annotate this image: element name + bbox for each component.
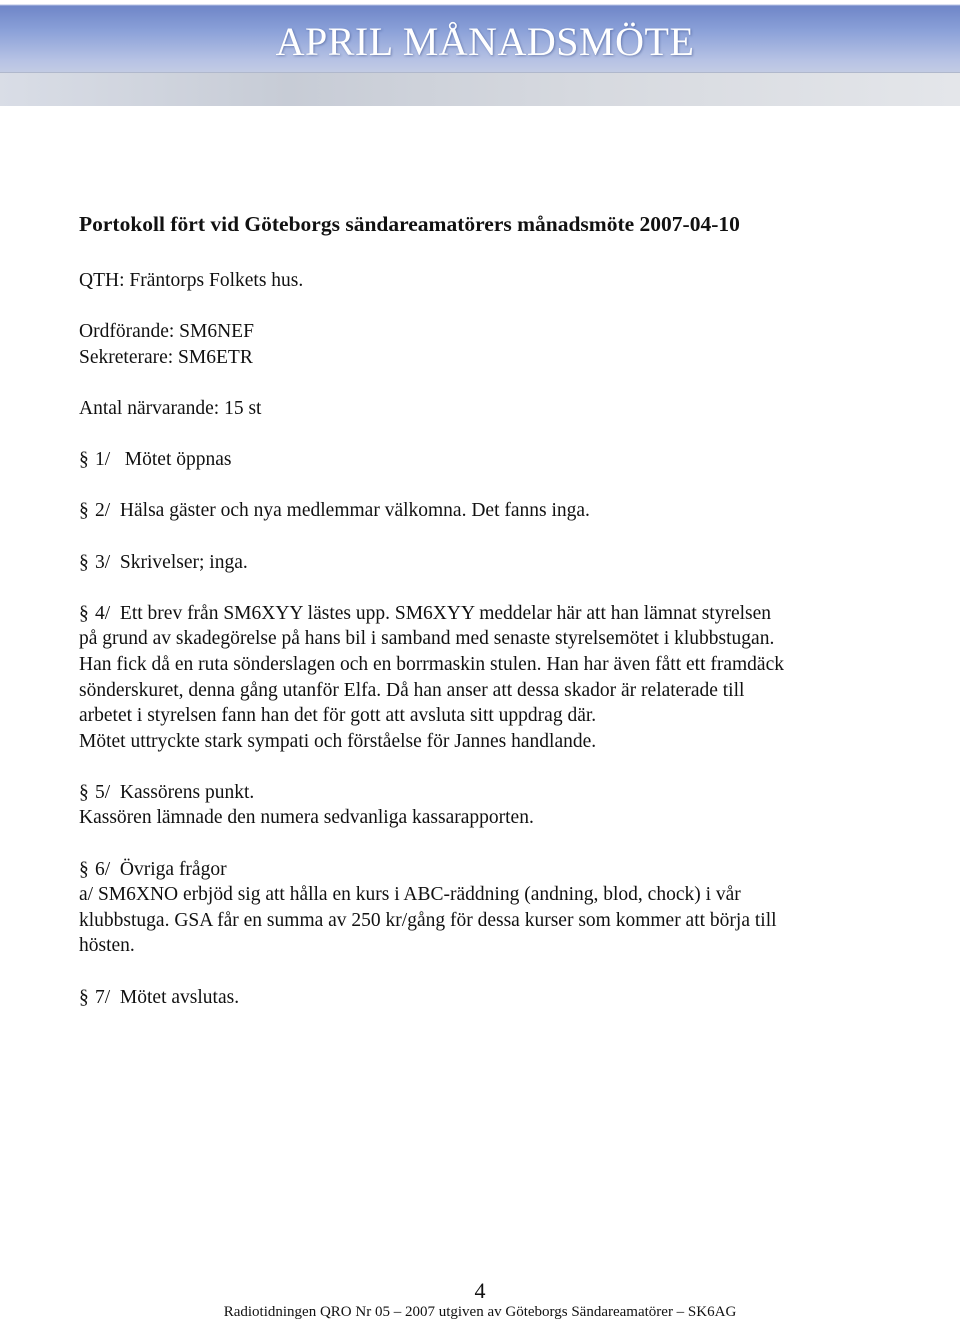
agenda-item — [79, 601, 879, 755]
agenda-item-body-line: på grund av skadegörelse på hans bil i samband med senaste styrelsemötet i klubbstugan. — [79, 628, 775, 650]
section-symbol: § — [79, 602, 89, 624]
agenda-item — [79, 447, 879, 473]
agenda-item-title-text: 4/ Ett brev från SM6XYY lästes upp. SM6XYY meddelar här att han lämnat styrelsen — [95, 602, 772, 624]
qth-line: QTH: Fräntorps Folkets hus. — [79, 270, 304, 291]
agenda-item-body-line: Han fick då en ruta sönderslagen och en borrmaskin stulen. Han har även fått ett framdäck — [79, 653, 784, 675]
attendance-line: Antal närvarande: 15 st — [79, 397, 262, 419]
agenda-item-body-line: Kassören lämnade den numera sedvanliga kassarapporten. — [79, 807, 534, 829]
agenda-item-title — [79, 498, 879, 524]
agenda-item-title-text: 7/ Mötet avslutas. — [95, 986, 240, 1008]
agenda-item-title-text: 3/ Skrivelser; inga. — [95, 551, 248, 573]
banner-stripe — [0, 72, 960, 106]
page-title: APRIL MÅNADSMÖTE — [275, 19, 695, 64]
agenda-item-title — [79, 780, 879, 806]
section-symbol: § — [79, 449, 89, 471]
chairman-line: Ordförande: SM6NEF — [79, 321, 254, 343]
agenda-item — [79, 498, 879, 524]
agenda-item-body-line: a/ SM6XNO erbjöd sig att hålla en kurs i ABC-räddning (andning, blod, chock) i vår — [79, 884, 741, 906]
agenda-items — [79, 447, 879, 1010]
agenda-item-title — [79, 550, 879, 576]
document-body — [79, 210, 879, 1010]
agenda-item — [79, 857, 879, 959]
agenda-item-title-text: 5/ Kassörens punkt. — [95, 781, 255, 803]
agenda-item-body-line: Mötet uttryckte stark sympati och förståelse för Jannes handlande. — [79, 730, 597, 752]
header-banner — [0, 0, 960, 106]
agenda-item — [79, 985, 879, 1011]
agenda-item-title — [79, 985, 879, 1011]
document-heading: Portokoll fört vid Göteborgs sändareamatörers månadsmöte 2007-04-10 — [79, 212, 740, 236]
agenda-item-title-text: 2/ Hälsa gäster och nya medlemmar välkomna. Det fanns inga. — [95, 500, 590, 522]
agenda-item-body-line: sönderskuret, denna gång utanför Elfa. Då han anser att dessa skador är relaterade till — [79, 679, 745, 701]
agenda-item-title-text: 6/ Övriga frågor — [95, 858, 227, 880]
agenda-item-title — [79, 601, 879, 627]
agenda-item-title — [79, 447, 879, 473]
agenda-item — [79, 780, 879, 831]
agenda-item-title-text: 1/ Mötet öppnas — [95, 449, 232, 471]
publication-footer: Radiotidningen QRO Nr 05 – 2007 utgiven av Göteborgs Sändareamatörer – SK6AG — [223, 1304, 737, 1320]
agenda-item — [79, 550, 879, 576]
section-symbol: § — [79, 551, 89, 573]
section-symbol: § — [79, 781, 89, 803]
agenda-item-title — [79, 857, 879, 883]
agenda-item-body-line: klubbstuga. GSA får en summa av 250 kr/gång för dessa kurser som kommer att börja till — [79, 909, 777, 931]
section-symbol: § — [79, 500, 89, 522]
section-symbol: § — [79, 986, 89, 1008]
agenda-item-body-line: arbetet i styrelsen fann han det för gott att avsluta sitt uppdrag där. — [79, 705, 597, 727]
page-number: 4 — [474, 1278, 486, 1303]
secretary-line: Sekreterare: SM6ETR — [79, 346, 253, 368]
section-symbol: § — [79, 858, 89, 880]
agenda-item-body-line: hösten. — [79, 935, 135, 957]
